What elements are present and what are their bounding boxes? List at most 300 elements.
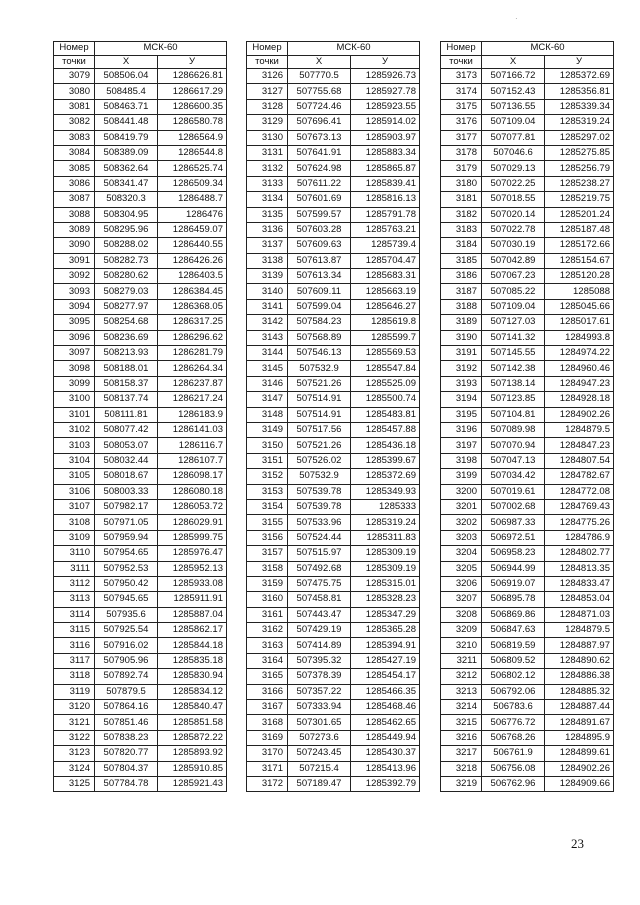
table-row	[441, 269, 614, 284]
table-row	[441, 669, 614, 684]
point-number-cell: 3113	[54, 592, 95, 607]
x-coordinate-cell: 508362.64	[95, 161, 158, 176]
point-number-cell: 3131	[247, 145, 288, 160]
point-number-cell: 3093	[54, 284, 95, 299]
x-coordinate-cell: 508441.48	[95, 115, 158, 130]
table-row	[247, 99, 420, 114]
y-coordinate-cell: 1285394.91	[351, 638, 420, 653]
y-coordinate-cell: 1284895.9	[545, 730, 614, 745]
x-coordinate-cell: 507539.78	[288, 484, 351, 499]
x-coordinate-cell: 508213.93	[95, 346, 158, 361]
x-coordinate-cell: 507022.25	[482, 176, 545, 191]
point-number-cell: 3187	[441, 284, 482, 299]
x-coordinate-cell: 507514.91	[288, 392, 351, 407]
point-number-cell: 3155	[247, 515, 288, 530]
header-number-line1: Номер	[441, 42, 482, 56]
x-coordinate-cell: 507517.56	[288, 422, 351, 437]
x-coordinate-cell: 507429.19	[288, 623, 351, 638]
x-coordinate-cell: 506761.9	[482, 746, 545, 761]
y-coordinate-cell: 1285851.58	[158, 715, 227, 730]
x-coordinate-cell: 508282.73	[95, 253, 158, 268]
x-coordinate-cell: 507611.22	[288, 176, 351, 191]
y-coordinate-cell: 1285187.48	[545, 222, 614, 237]
x-coordinate-cell: 507599.57	[288, 207, 351, 222]
y-coordinate-cell: 1285219.75	[545, 192, 614, 207]
x-coordinate-cell: 506919.07	[482, 576, 545, 591]
y-coordinate-cell: 1285619.8	[351, 315, 420, 330]
table-row	[54, 330, 227, 345]
x-coordinate-cell: 506776.72	[482, 715, 545, 730]
y-coordinate-cell: 1285903.97	[351, 130, 420, 145]
table-row	[441, 469, 614, 484]
table-row	[441, 776, 614, 791]
point-number-cell: 3199	[441, 469, 482, 484]
x-coordinate-cell: 507641.91	[288, 145, 351, 160]
point-number-cell: 3126	[247, 69, 288, 84]
point-number-cell: 3135	[247, 207, 288, 222]
table-row	[441, 361, 614, 376]
coordinates-table-2	[246, 41, 420, 792]
point-number-cell: 3145	[247, 361, 288, 376]
x-coordinate-cell: 507109.04	[482, 299, 545, 314]
x-coordinate-cell: 507085.22	[482, 284, 545, 299]
y-coordinate-cell: 1285893.92	[158, 746, 227, 761]
header-number-line1: Номер	[54, 42, 95, 56]
point-number-cell: 3081	[54, 99, 95, 114]
table-row	[247, 130, 420, 145]
x-coordinate-cell: 507475.75	[288, 576, 351, 591]
x-coordinate-cell: 507022.78	[482, 222, 545, 237]
x-coordinate-cell: 508506.04	[95, 69, 158, 84]
x-coordinate-cell: 507851.46	[95, 715, 158, 730]
table-row	[54, 776, 227, 791]
point-number-cell: 3205	[441, 561, 482, 576]
x-coordinate-cell: 507414.89	[288, 638, 351, 653]
x-coordinate-cell: 507019.61	[482, 484, 545, 499]
point-number-cell: 3175	[441, 99, 482, 114]
table-row	[247, 730, 420, 745]
x-coordinate-cell: 506762.96	[482, 776, 545, 791]
point-number-cell: 3086	[54, 176, 95, 191]
x-coordinate-cell: 506768.26	[482, 730, 545, 745]
point-number-cell: 3170	[247, 746, 288, 761]
point-number-cell: 3124	[54, 761, 95, 776]
y-coordinate-cell: 1286488.7	[158, 192, 227, 207]
table-row	[247, 453, 420, 468]
x-coordinate-cell: 507357.22	[288, 684, 351, 699]
x-coordinate-cell: 508304.95	[95, 207, 158, 222]
table-row	[54, 453, 227, 468]
header-number-line1: Номер	[247, 42, 288, 56]
table-row	[247, 376, 420, 391]
table-row	[441, 561, 614, 576]
point-number-cell: 3202	[441, 515, 482, 530]
y-coordinate-cell: 1284833.47	[545, 576, 614, 591]
x-coordinate-cell: 507002.68	[482, 499, 545, 514]
x-coordinate-cell: 507521.26	[288, 438, 351, 453]
x-coordinate-cell: 507142.38	[482, 361, 545, 376]
y-coordinate-cell: 1285500.74	[351, 392, 420, 407]
y-coordinate-cell: 1285791.78	[351, 207, 420, 222]
point-number-cell: 3186	[441, 269, 482, 284]
point-number-cell: 3085	[54, 161, 95, 176]
y-coordinate-cell: 1285347.29	[351, 607, 420, 622]
y-coordinate-cell: 1285872.22	[158, 730, 227, 745]
table-row	[441, 746, 614, 761]
table-row	[247, 761, 420, 776]
y-coordinate-cell: 1286237.87	[158, 376, 227, 391]
point-number-cell: 3210	[441, 638, 482, 653]
x-coordinate-cell: 507864.16	[95, 700, 158, 715]
y-coordinate-cell: 1285392.79	[351, 776, 420, 791]
x-coordinate-cell: 508288.02	[95, 238, 158, 253]
y-coordinate-cell: 1286080.18	[158, 484, 227, 499]
x-coordinate-cell: 508032.44	[95, 453, 158, 468]
x-coordinate-cell: 507533.96	[288, 515, 351, 530]
table-row	[247, 361, 420, 376]
y-coordinate-cell: 1285834.12	[158, 684, 227, 699]
x-coordinate-cell: 507515.97	[288, 546, 351, 561]
point-number-cell: 3213	[441, 684, 482, 699]
y-coordinate-cell: 1285683.31	[351, 269, 420, 284]
x-coordinate-cell: 507532.9	[288, 361, 351, 376]
table-row	[441, 84, 614, 99]
x-coordinate-cell: 507935.6	[95, 607, 158, 622]
point-number-cell: 3176	[441, 115, 482, 130]
point-number-cell: 3129	[247, 115, 288, 130]
point-number-cell: 3211	[441, 653, 482, 668]
table-row	[441, 192, 614, 207]
point-number-cell: 3188	[441, 299, 482, 314]
y-coordinate-cell: 1285256.79	[545, 161, 614, 176]
x-coordinate-cell: 507673.13	[288, 130, 351, 145]
y-coordinate-cell: 1285315.01	[351, 576, 420, 591]
table-row	[54, 700, 227, 715]
y-coordinate-cell: 1285844.18	[158, 638, 227, 653]
x-coordinate-cell: 507959.94	[95, 530, 158, 545]
x-coordinate-cell: 507333.94	[288, 700, 351, 715]
y-coordinate-cell: 1285910.85	[158, 761, 227, 776]
y-coordinate-cell: 1285045.66	[545, 299, 614, 314]
y-coordinate-cell: 1285921.43	[158, 776, 227, 791]
point-number-cell: 3080	[54, 84, 95, 99]
y-coordinate-cell: 1285430.37	[351, 746, 420, 761]
x-coordinate-cell: 507273.6	[288, 730, 351, 745]
x-coordinate-cell: 507189.47	[288, 776, 351, 791]
y-coordinate-cell: 1285816.13	[351, 192, 420, 207]
y-coordinate-cell: 1286476	[158, 207, 227, 222]
point-number-cell: 3111	[54, 561, 95, 576]
table-row	[247, 653, 420, 668]
table-row	[54, 484, 227, 499]
x-coordinate-cell: 507104.81	[482, 407, 545, 422]
x-coordinate-cell: 507838.23	[95, 730, 158, 745]
x-coordinate-cell: 507395.32	[288, 653, 351, 668]
table-row	[247, 284, 420, 299]
x-coordinate-cell: 507077.81	[482, 130, 545, 145]
point-number-cell: 3151	[247, 453, 288, 468]
point-number-cell: 3138	[247, 253, 288, 268]
table-row	[54, 207, 227, 222]
x-coordinate-cell: 507945.65	[95, 592, 158, 607]
table-row	[247, 145, 420, 160]
table-row	[247, 222, 420, 237]
y-coordinate-cell: 1285154.67	[545, 253, 614, 268]
y-coordinate-cell: 1285319.24	[351, 515, 420, 530]
point-number-cell: 3144	[247, 346, 288, 361]
x-coordinate-cell: 507905.96	[95, 653, 158, 668]
x-coordinate-cell: 508389.09	[95, 145, 158, 160]
table-row	[441, 546, 614, 561]
table-row	[247, 346, 420, 361]
table-row	[247, 746, 420, 761]
x-coordinate-cell: 507378.39	[288, 669, 351, 684]
table-row	[247, 84, 420, 99]
point-number-cell: 3088	[54, 207, 95, 222]
point-number-cell: 3193	[441, 376, 482, 391]
table-row	[247, 407, 420, 422]
table-row	[54, 145, 227, 160]
header-x: X	[288, 55, 351, 69]
x-coordinate-cell: 507982.17	[95, 499, 158, 514]
table-row	[54, 638, 227, 653]
y-coordinate-cell: 1284879.5	[545, 422, 614, 437]
y-coordinate-cell: 1285663.19	[351, 284, 420, 299]
table-row	[441, 730, 614, 745]
table-row	[247, 530, 420, 545]
table-row	[54, 346, 227, 361]
x-coordinate-cell: 508277.97	[95, 299, 158, 314]
x-coordinate-cell: 507443.47	[288, 607, 351, 622]
point-number-cell: 3217	[441, 746, 482, 761]
point-number-cell: 3097	[54, 346, 95, 361]
table-row	[441, 638, 614, 653]
x-coordinate-cell: 507820.77	[95, 746, 158, 761]
table-row	[441, 684, 614, 699]
header-x: X	[482, 55, 545, 69]
header-y: У	[545, 55, 614, 69]
y-coordinate-cell: 1284928.18	[545, 392, 614, 407]
x-coordinate-cell: 507301.65	[288, 715, 351, 730]
point-number-cell: 3165	[247, 669, 288, 684]
table-row	[441, 530, 614, 545]
y-coordinate-cell: 1286564.9	[158, 130, 227, 145]
point-number-cell: 3212	[441, 669, 482, 684]
x-coordinate-cell: 507954.65	[95, 546, 158, 561]
point-number-cell: 3167	[247, 700, 288, 715]
y-coordinate-cell: 1285238.27	[545, 176, 614, 191]
point-number-cell: 3119	[54, 684, 95, 699]
table-row	[54, 176, 227, 191]
y-coordinate-cell: 1285739.4	[351, 238, 420, 253]
point-number-cell: 3192	[441, 361, 482, 376]
point-number-cell: 3158	[247, 561, 288, 576]
y-coordinate-cell: 1285927.78	[351, 84, 420, 99]
y-coordinate-cell: 1284891.67	[545, 715, 614, 730]
y-coordinate-cell: 1284772.08	[545, 484, 614, 499]
y-coordinate-cell: 1284769.43	[545, 499, 614, 514]
page-number: 23	[571, 836, 584, 851]
y-coordinate-cell: 1284871.03	[545, 607, 614, 622]
y-coordinate-cell: 1286384.45	[158, 284, 227, 299]
y-coordinate-cell: 1285547.84	[351, 361, 420, 376]
x-coordinate-cell: 507950.42	[95, 576, 158, 591]
point-number-cell: 3172	[247, 776, 288, 791]
point-number-cell: 3201	[441, 499, 482, 514]
y-coordinate-cell: 1286141.03	[158, 422, 227, 437]
y-coordinate-cell: 1286525.74	[158, 161, 227, 176]
header-system: МСК-60	[482, 42, 614, 56]
x-coordinate-cell: 507532.9	[288, 469, 351, 484]
y-coordinate-cell: 1284879.5	[545, 623, 614, 638]
y-coordinate-cell: 1286217.24	[158, 392, 227, 407]
point-number-cell: 3195	[441, 407, 482, 422]
x-coordinate-cell: 507029.13	[482, 161, 545, 176]
table-row	[247, 299, 420, 314]
y-coordinate-cell: 1284786.9	[545, 530, 614, 545]
x-coordinate-cell: 508077.42	[95, 422, 158, 437]
x-coordinate-cell: 507724.46	[288, 99, 351, 114]
x-coordinate-cell: 508341.47	[95, 176, 158, 191]
y-coordinate-cell: 1285365.28	[351, 623, 420, 638]
point-number-cell: 3136	[247, 222, 288, 237]
y-coordinate-cell: 1285457.88	[351, 422, 420, 437]
point-number-cell: 3146	[247, 376, 288, 391]
y-coordinate-cell: 1285483.81	[351, 407, 420, 422]
x-coordinate-cell: 507524.44	[288, 530, 351, 545]
table-row	[54, 761, 227, 776]
x-coordinate-cell: 507546.13	[288, 346, 351, 361]
y-coordinate-cell: 1285462.65	[351, 715, 420, 730]
point-number-cell: 3108	[54, 515, 95, 530]
x-coordinate-cell: 507804.37	[95, 761, 158, 776]
point-number-cell: 3189	[441, 315, 482, 330]
point-number-cell: 3100	[54, 392, 95, 407]
table-row	[247, 592, 420, 607]
y-coordinate-cell: 1284782.67	[545, 469, 614, 484]
x-coordinate-cell: 507925.54	[95, 623, 158, 638]
point-number-cell: 3184	[441, 238, 482, 253]
x-coordinate-cell: 507601.69	[288, 192, 351, 207]
point-number-cell: 3208	[441, 607, 482, 622]
y-coordinate-cell: 1286509.34	[158, 176, 227, 191]
y-coordinate-cell: 1285319.24	[545, 115, 614, 130]
point-number-cell: 3101	[54, 407, 95, 422]
point-number-cell: 3194	[441, 392, 482, 407]
x-coordinate-cell: 507109.04	[482, 115, 545, 130]
table-row	[247, 69, 420, 84]
point-number-cell: 3148	[247, 407, 288, 422]
x-coordinate-cell: 507952.53	[95, 561, 158, 576]
y-coordinate-cell: 1284993.8	[545, 330, 614, 345]
table-row	[54, 561, 227, 576]
x-coordinate-cell: 507584.23	[288, 315, 351, 330]
x-coordinate-cell: 507539.78	[288, 499, 351, 514]
table-row	[54, 607, 227, 622]
y-coordinate-cell: 1286183.9	[158, 407, 227, 422]
x-coordinate-cell: 506756.08	[482, 761, 545, 776]
point-number-cell: 3149	[247, 422, 288, 437]
y-coordinate-cell: 1284909.66	[545, 776, 614, 791]
x-coordinate-cell: 507613.87	[288, 253, 351, 268]
header-system: МСК-60	[95, 42, 227, 56]
point-number-cell: 3118	[54, 669, 95, 684]
table-row	[247, 438, 420, 453]
table-row	[441, 623, 614, 638]
point-number-cell: 3112	[54, 576, 95, 591]
point-number-cell: 3103	[54, 438, 95, 453]
y-coordinate-cell: 1286600.35	[158, 99, 227, 114]
table-row	[247, 253, 420, 268]
point-number-cell: 3197	[441, 438, 482, 453]
table-row	[54, 592, 227, 607]
y-coordinate-cell: 1285309.19	[351, 546, 420, 561]
y-coordinate-cell: 1286440.55	[158, 238, 227, 253]
point-number-cell: 3168	[247, 715, 288, 730]
x-coordinate-cell: 507070.94	[482, 438, 545, 453]
x-coordinate-cell: 508018.67	[95, 469, 158, 484]
x-coordinate-cell: 507136.55	[482, 99, 545, 114]
y-coordinate-cell: 1285333	[351, 499, 420, 514]
point-number-cell: 3157	[247, 546, 288, 561]
x-coordinate-cell: 508280.62	[95, 269, 158, 284]
y-coordinate-cell: 1285275.85	[545, 145, 614, 160]
x-coordinate-cell: 507030.19	[482, 238, 545, 253]
x-coordinate-cell: 507215.4	[288, 761, 351, 776]
point-number-cell: 3156	[247, 530, 288, 545]
table-row	[441, 700, 614, 715]
table-row	[247, 207, 420, 222]
table-row	[54, 653, 227, 668]
table-row	[54, 222, 227, 237]
y-coordinate-cell: 1284899.61	[545, 746, 614, 761]
point-number-cell: 3140	[247, 284, 288, 299]
table-row	[54, 315, 227, 330]
table-row	[54, 515, 227, 530]
point-number-cell: 3105	[54, 469, 95, 484]
y-coordinate-cell: 1286107.7	[158, 453, 227, 468]
table-row	[54, 238, 227, 253]
x-coordinate-cell: 508158.37	[95, 376, 158, 391]
table-row	[54, 392, 227, 407]
point-number-cell: 3139	[247, 269, 288, 284]
point-number-cell: 3173	[441, 69, 482, 84]
y-coordinate-cell: 1284902.26	[545, 761, 614, 776]
point-number-cell: 3177	[441, 130, 482, 145]
x-coordinate-cell: 507971.05	[95, 515, 158, 530]
point-number-cell: 3116	[54, 638, 95, 653]
point-number-cell: 3089	[54, 222, 95, 237]
point-number-cell: 3090	[54, 238, 95, 253]
point-number-cell: 3180	[441, 176, 482, 191]
table-row	[247, 700, 420, 715]
x-coordinate-cell: 506987.33	[482, 515, 545, 530]
x-coordinate-cell: 508236.69	[95, 330, 158, 345]
table-row	[441, 576, 614, 591]
x-coordinate-cell: 507141.32	[482, 330, 545, 345]
table-row	[247, 330, 420, 345]
y-coordinate-cell: 1285436.18	[351, 438, 420, 453]
y-coordinate-cell: 1286317.25	[158, 315, 227, 330]
table-row	[441, 376, 614, 391]
table-row	[247, 469, 420, 484]
table-row	[54, 192, 227, 207]
x-coordinate-cell: 507458.81	[288, 592, 351, 607]
x-coordinate-cell: 507243.45	[288, 746, 351, 761]
y-coordinate-cell: 1286029.91	[158, 515, 227, 530]
point-number-cell: 3204	[441, 546, 482, 561]
table-row	[247, 546, 420, 561]
